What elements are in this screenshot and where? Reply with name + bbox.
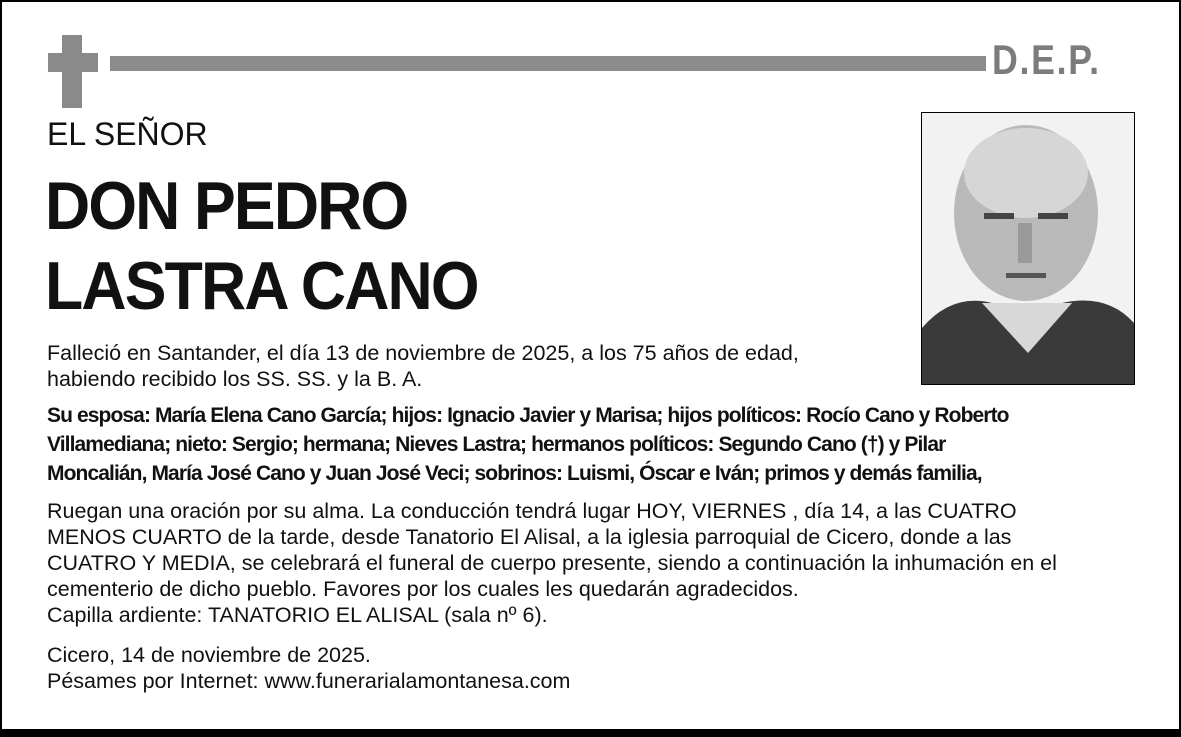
family-line: Su esposa: María Elena Cano García; hijos: Ignacio Javier y Marisa; hijos políticos: Rocío Cano y Roberto — [47, 404, 1009, 427]
service-line: CUATRO Y MEDIA, se celebrará el funeral de cuerpo presente, siendo a continuación la inhumación en el — [47, 551, 1057, 575]
title-label: EL SEÑOR — [47, 116, 208, 152]
deceased-name-line-2: LASTRA CANO — [45, 248, 478, 324]
service-line: cementerio de dicho pueblo. Favores por los cuales les quedarán agradecidos. — [47, 577, 799, 601]
family-line: Villamediana; nieto: Sergio; hermana; Nieves Lastra; hermanos políticos: Segundo Cano (†) y Pilar — [47, 433, 946, 456]
family-line: Moncalián, María José Cano y Juan José Veci; sobrinos: Luismi, Óscar e Iván; primos y demás familia, — [47, 462, 982, 485]
place-date: Cicero, 14 de noviembre de 2025. — [47, 643, 371, 667]
intro-line: habiendo recibido los SS. SS. y la B. A. — [47, 367, 423, 391]
deceased-name-line-1: DON PEDRO — [45, 168, 408, 244]
dep-label: D.E.P. — [992, 36, 1101, 83]
chapel-line: Capilla ardiente: TANATORIO EL ALISAL (sala nº 6). — [47, 603, 548, 627]
intro-line: Falleció en Santander, el día 13 de noviembre de 2025, a los 75 años de edad, — [47, 341, 799, 365]
header-rule — [110, 56, 986, 71]
condolences-link[interactable]: Pésames por Internet: www.funerarialamontanesa.com — [47, 669, 571, 693]
cross-icon-arm — [48, 53, 98, 72]
service-line: MENOS CUARTO de la tarde, desde Tanatorio El Alisal, a la iglesia parroquial de Cicero, donde a las — [47, 525, 1012, 549]
service-line: Ruegan una oración por su alma. La conducción tendrá lugar HOY, VIERNES , día 14, a las CUATRO — [47, 499, 1017, 523]
deceased-photo — [921, 112, 1135, 385]
